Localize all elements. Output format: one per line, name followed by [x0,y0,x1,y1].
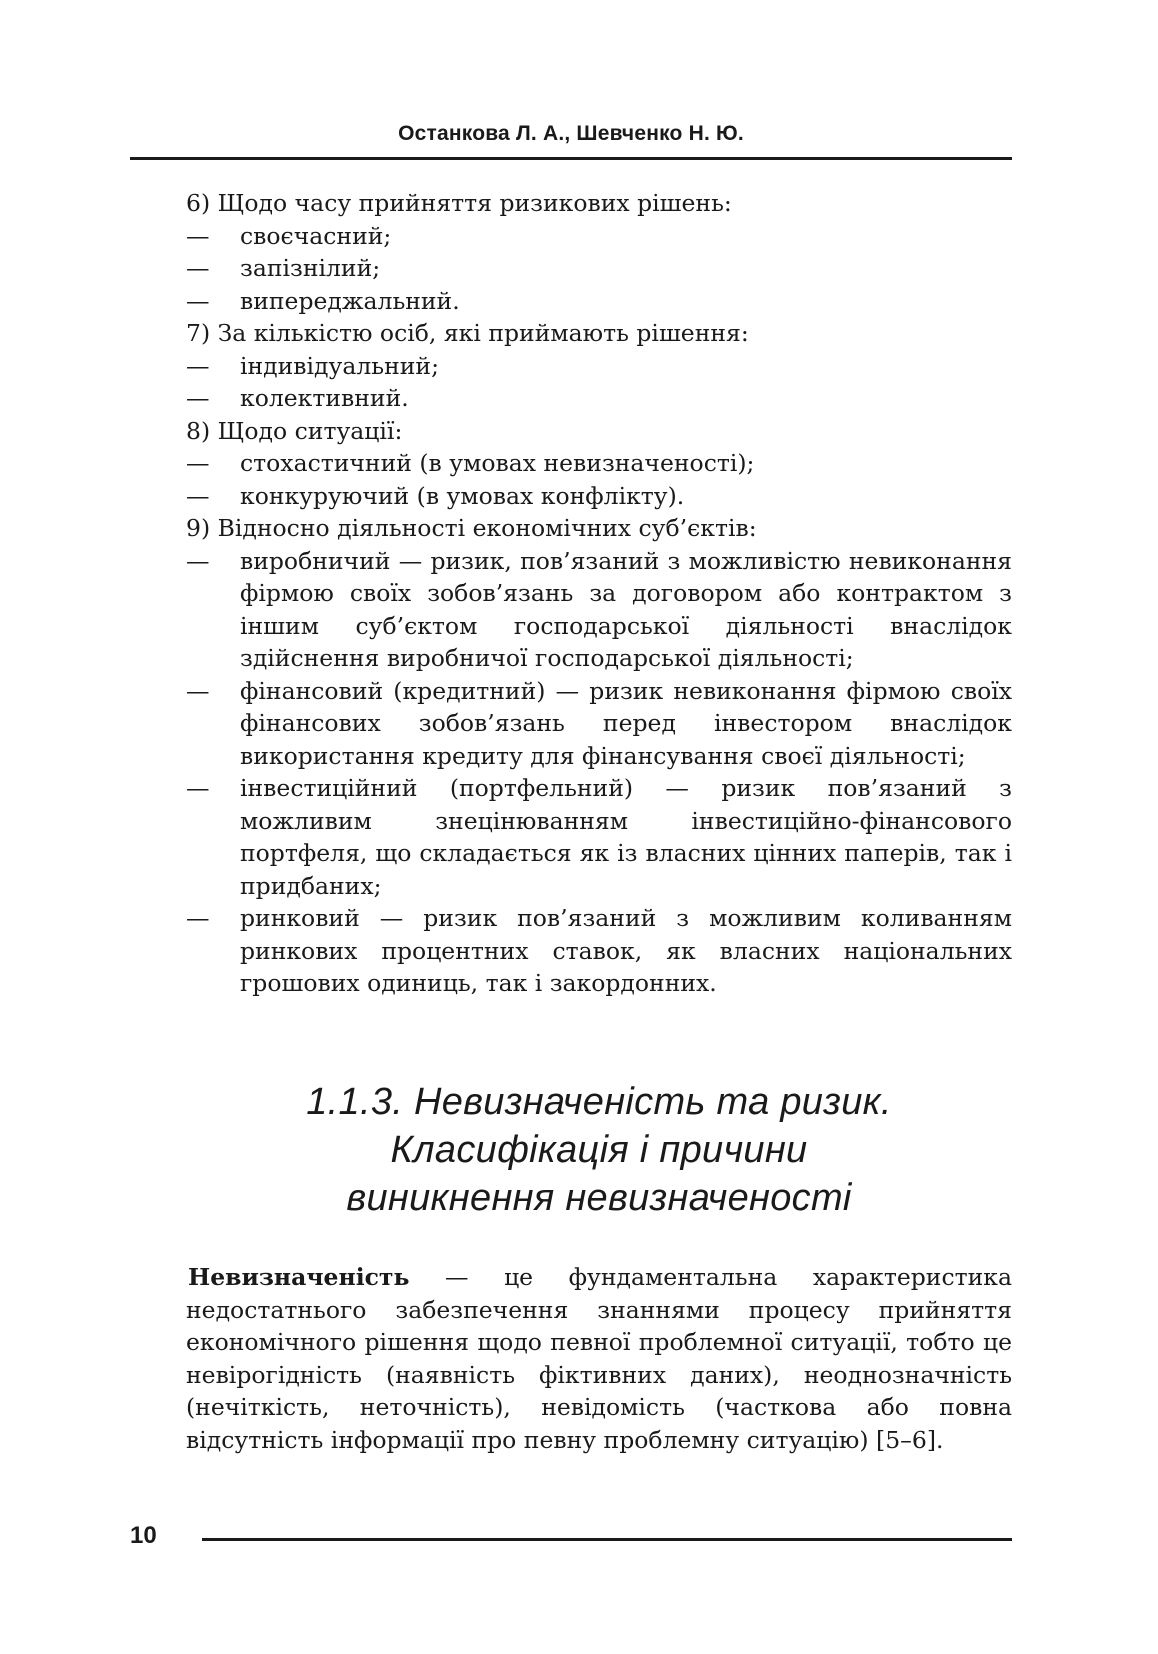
running-head: Останкова Л. А., Шевченко Н. Ю. [398,122,744,145]
dash-item-text: фінансовий (кредитний) — ризик невиконання фірмою своїх фінансових зобов’язань перед інвестором внаслідок використання кредиту для фінансування своєї діяльності; [240,676,1012,770]
dash-item-text: стохастичний (в умовах невизначеності); [240,449,755,477]
numbered-criterion: 8) Щодо ситуації: [186,416,403,445]
dash-bullet: — [186,676,210,705]
dash-item-text: колективний. [240,384,409,412]
section-heading-line: 1.1.3. Невизначеність та ризик. [306,1081,892,1123]
numbered-criterion: 9) Відносно діяльності економічних суб’єктів: [186,514,757,542]
dash-item-text: випереджальний. [240,286,460,315]
dash-bullet: — [186,254,210,282]
dash-list-item [186,447,1012,480]
dash-list-item [186,902,1012,1000]
footer-rule [202,1538,1012,1541]
section-heading-line: виникнення невизначеності [346,1177,852,1219]
section-heading [186,1078,1012,1222]
dash-list-item [186,545,1012,675]
header-rule [130,157,1012,160]
dash-item-text: запізнілий; [240,254,381,282]
definition-paragraph [186,1261,1012,1456]
dash-item-text: інвестиційний (портфельний) — ризик пов’язаний з можливим знецінюванням інвестиційно-фінансового портфеля, що складається як із власних цінних паперів, так і придбаних; [240,774,1012,900]
dash-bullet: — [186,221,210,250]
dash-item-text: виробничий — ризик, пов’язаний з можливістю невиконання фірмою своїх зобов’язань за договором або контрактом з іншим суб’єктом господарської діяльності внаслідок здійснення виробничої господарської діяльності; [240,546,1012,672]
dash-list-item [186,675,1012,773]
dash-bullet: — [186,449,210,477]
dash-bullet: — [186,286,210,315]
dash-bullet: — [186,351,210,380]
dash-bullet: — [186,904,210,932]
definition-text: — це фундаментальна характеристика недостатнього забезпечення знаннями процесу прийняття економічного рішення щодо певної проблемної ситуації, тобто це невірогідність (наявність фіктивних даних), неоднозначність (нечіткість, неточність), невідомість (часткова або повна відсутність інформації про певну проблемну ситуацію) [5–6]. [186,1263,1012,1454]
dash-list-item [186,285,1012,318]
dash-bullet: — [186,546,210,575]
numbered-criterion: 6) Щодо часу прийняття ризикових рішень: [186,189,732,217]
classification-list [186,187,1012,1000]
dash-bullet: — [186,481,210,510]
page-number: 10 [130,1522,157,1549]
dash-item-text: своєчасний; [240,221,392,250]
dash-list-item [186,220,1012,253]
dash-item-text: конкуруючий (в умовах конфлікту). [240,481,685,510]
dash-list-item [186,480,1012,513]
numbered-criterion: 7) За кількістю осіб, які приймають рішення: [186,319,749,347]
dash-list-item [186,772,1012,902]
dash-item-text: індивідуальний; [240,351,439,380]
dash-list-item [186,350,1012,383]
dash-list-item [186,252,1012,285]
dash-list-item [186,382,1012,415]
section-heading-line: Класифікація і причини [390,1129,808,1171]
dash-item-text: ринковий — ризик пов’язаний з можливим коливанням ринкових процентних ставок, як власних національних грошових одиниць, так і закордонних. [240,904,1012,997]
dash-bullet: — [186,384,210,412]
dash-bullet: — [186,774,210,802]
definition-term: Невизначеність [188,1263,410,1291]
